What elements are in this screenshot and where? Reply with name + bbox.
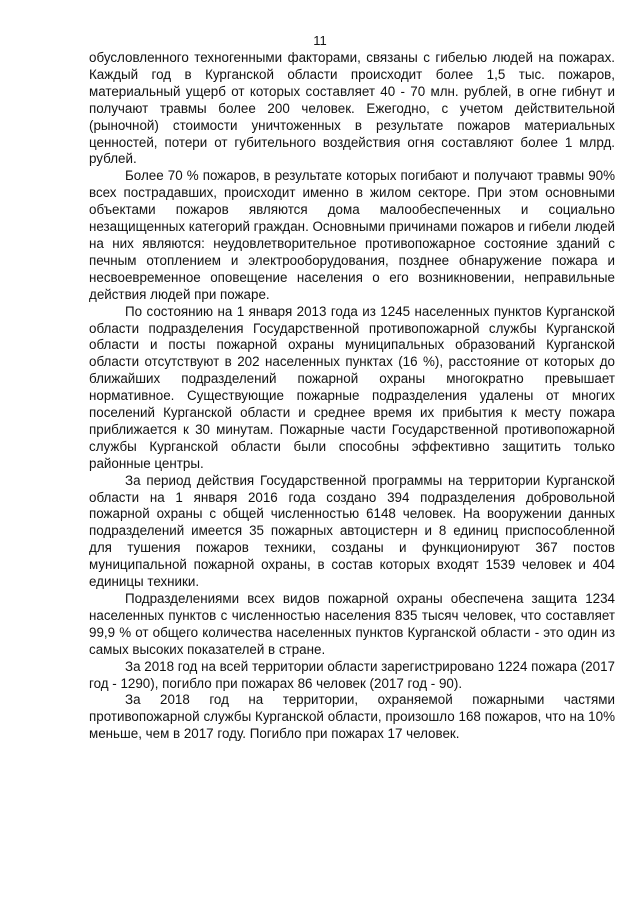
- paragraph-coverage-2013: По состоянию на 1 января 2013 года из 1245 населенных пунктов Курганской области подразделения Государственной противопожарной службы Курганской области и посты пожарной охраны муниципальных образований Курганской области отсутствуют в 202 населенных пунктах (16 %), расстояние от которых до ближайших подразделений пожарной охраны многократно превышает нормативное. Существующие пожарные подразделения удалены от многих поселений Курганской области и среднее время их прибытия к месту пожара приближается к 30 минутам. Пожарные части Государственной противопожарной службы Курганской области были способны эффективно защитить только районные центры.: [89, 303, 615, 471]
- paragraph-fires-2018: За 2018 год на всей территории области зарегистрировано 1224 пожара (2017 год - 1290), погибло при пожарах 86 человек (2017 год - 90).: [89, 658, 615, 691]
- paragraph-continuation: обусловленного техногенными факторами, связаны с гибелью людей на пожарах. Каждый год в Курганской области происходит более 1,5 тыс. пожаров, материальный ущерб от которых составляет 40 - 70 млн. рублей, в огне гибнут и получают травмы более 200 человек. Ежегодно, с учетом действительной (рыночной) стоимости уничтоженных в результате пожаров материальных ценностей, потери от губительного воздействия огня составляют более 1 млрд. рублей.: [89, 50, 615, 167]
- page-number: 11: [313, 33, 327, 48]
- paragraph-fire-service-2018: За 2018 год на территории, охраняемой пожарными частями противопожарной службы Курганской области, произошло 168 пожаров, что на 10% меньше, чем в 2017 году. Погибло при пожарах 17 человек.: [89, 692, 615, 742]
- paragraph-protection-coverage: Подразделениями всех видов пожарной охраны обеспечена защита 1234 населенных пунктов с численностью населения 835 тысяч человек, что составляет 99,9 % от общего количества населенных пунктов Курганской области - это один из самых высоких показателей в стране.: [89, 591, 615, 657]
- paragraph-residential-fires: Более 70 % пожаров, в результате которых погибают и получают травмы 90% всех пострадавших, происходит именно в жилом секторе. При этом основными объектами пожаров являются дома малообеспеченных и социально незащищенных категорий граждан. Основными причинами пожаров и гибели людей на них являются: неудовлетворительное противопожарное состояние зданий с печным отоплением и электрооборудования, позднее обнаружение пожара и несвоевременное оповещение населения о его возникновении, неправильные действия людей при пожаре.: [89, 168, 615, 302]
- document-body: [89, 50, 615, 743]
- paragraph-volunteer-units: За период действия Государственной программы на территории Курганской области на 1 января 2016 года создано 394 подразделения добровольной пожарной охраны с общей численностью 6148 человек. На вооружении данных подразделений имеется 35 пожарных автоцистерн и 8 единиц приспособленной для тушения пожаров техники, созданы и функционируют 367 постов муниципальной пожарной охраны, в состав которых входят 1539 человек и 404 единицы техники.: [89, 472, 615, 590]
